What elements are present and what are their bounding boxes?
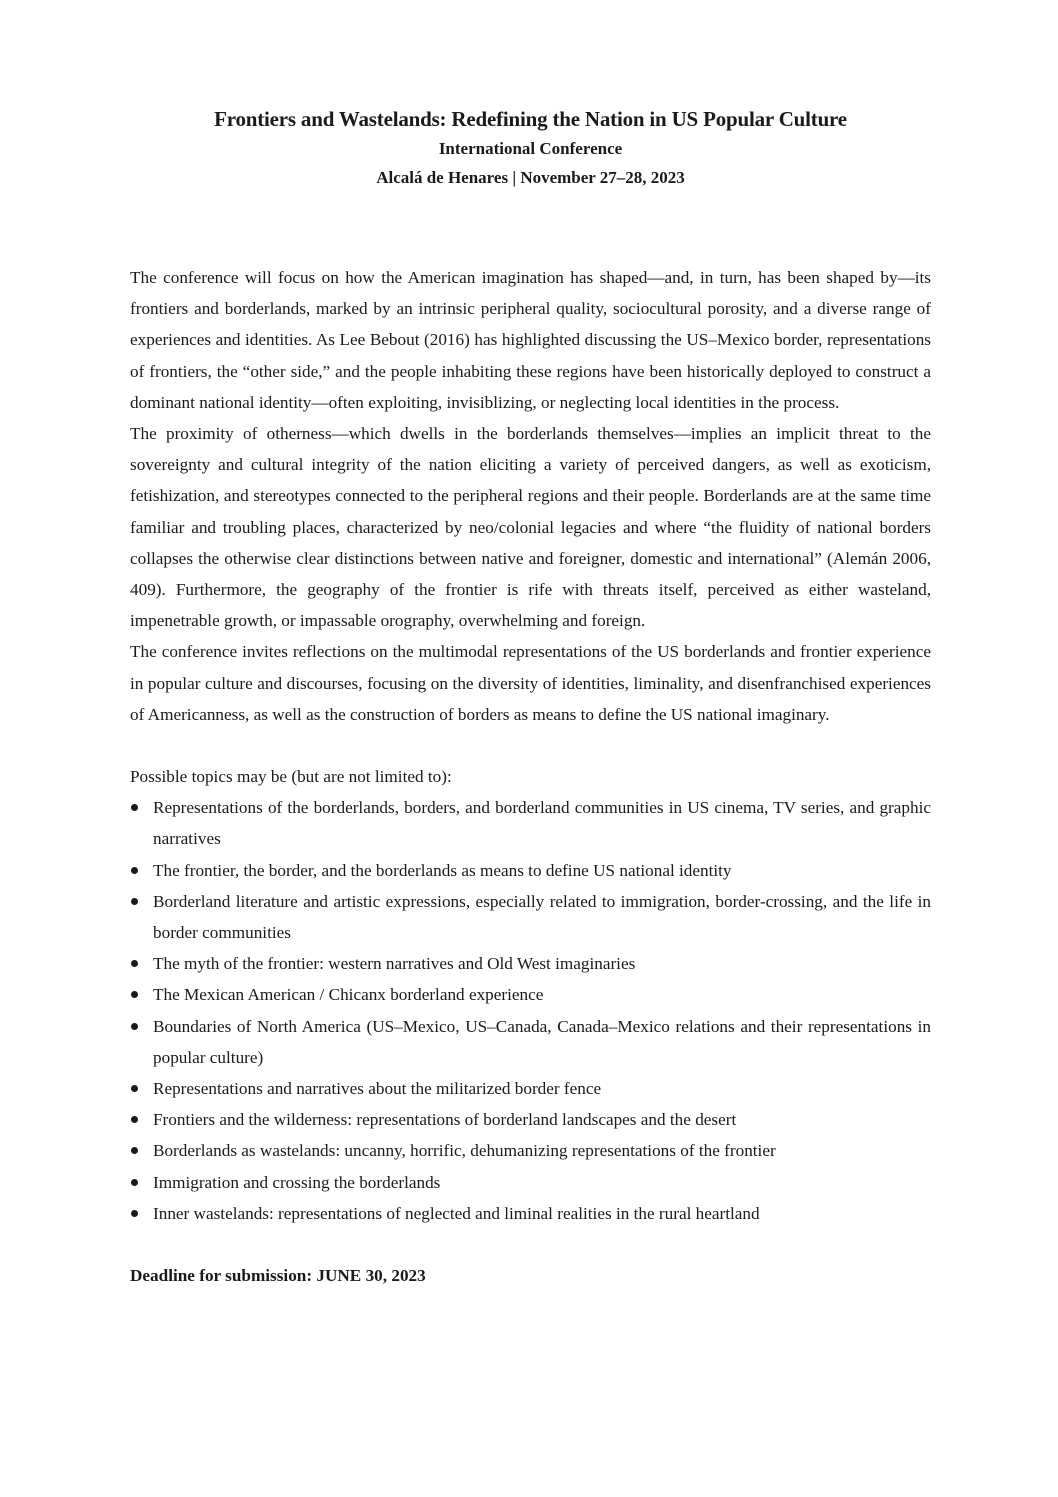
bullet-icon xyxy=(131,1116,138,1123)
topics-list xyxy=(130,792,931,1229)
bullet-icon xyxy=(131,1023,138,1030)
topic-text: Borderlands as wastelands: uncanny, horrific, dehumanizing representations of the frontier xyxy=(153,1141,776,1161)
topic-item xyxy=(130,1167,931,1198)
topic-text: The Mexican American / Chicanx borderland experience xyxy=(153,985,544,1005)
document-header xyxy=(130,104,931,192)
paragraph-intro: The conference will focus on how the American imagination has shaped—and, in turn, has been shaped by—its frontiers and borderlands, marked by an intrinsic peripheral quality, sociocultural porosity, and a diverse range of experiences and identities. As Lee Bebout (2016) has highlighted discussing the US–Mexico border, representations of frontiers, the “other side,” and the people inhabiting these regions have been historically deployed to construct a dominant national identity—often exploiting, invisiblizing, or neglecting local identities in the process. xyxy=(130,268,931,412)
topic-item xyxy=(130,1135,931,1166)
paragraph-otherness: The proximity of otherness—which dwells in the borderlands themselves—implies an implicit threat to the sovereignty and cultural integrity of the nation eliciting a variety of perceived dangers, as well as exoticism, fetishization, and stereotypes connected to the peripheral regions and their people. Borderlands are at the same time familiar and troubling places, characterized by neo/colonial legacies and where “the fluidity of national borders collapses the otherwise clear distinctions between native and foreigner, domestic and international” (Alemán 2006, 409). Furthermore, the geography of the frontier is rife with threats itself, perceived as either wasteland, impenetrable growth, or impassable orography, overwhelming and foreign. xyxy=(130,424,931,631)
topic-text: Inner wastelands: representations of neglected and liminal realities in the rural heartland xyxy=(153,1203,760,1223)
bullet-icon xyxy=(131,1179,138,1186)
bullet-icon xyxy=(131,991,138,998)
topic-text: Frontiers and the wilderness: representations of borderland landscapes and the desert xyxy=(153,1110,737,1130)
bullet-icon xyxy=(131,1210,138,1217)
paragraph-invitation: The conference invites reflections on the multimodal representations of the US borderlands and frontier experience in popular culture and discourses, focusing on the diversity of identities, liminality, and disenfranchised experiences of Americanness, as well as the construction of borders as means to define the US national imaginary. xyxy=(130,642,931,724)
bullet-icon xyxy=(131,1147,138,1154)
topic-item xyxy=(130,855,931,886)
topic-item xyxy=(130,979,931,1010)
topic-item xyxy=(130,792,931,854)
topic-item xyxy=(130,1073,931,1104)
topic-text: The frontier, the border, and the borderlands as means to define US national identity xyxy=(153,860,732,880)
topic-item xyxy=(130,1198,931,1229)
document-body xyxy=(130,262,931,1291)
location-date: Alcalá de Henares | November 27–28, 2023 xyxy=(376,168,685,187)
submission-deadline: Deadline for submission: JUNE 30, 2023 xyxy=(130,1266,426,1286)
topic-text: Immigration and crossing the borderlands xyxy=(153,1172,441,1192)
topic-text: Boundaries of North America (US–Mexico, US–Canada, Canada–Mexico relations and their representations in popular culture) xyxy=(153,1016,931,1067)
topic-item xyxy=(130,1011,931,1073)
topic-text: The myth of the frontier: western narratives and Old West imaginaries xyxy=(153,954,636,974)
event-type: International Conference xyxy=(438,139,623,158)
topics-intro: Possible topics may be (but are not limited to): xyxy=(130,767,452,787)
topic-item xyxy=(130,886,931,948)
bullet-icon xyxy=(131,1085,138,1092)
conference-title: Frontiers and Wastelands: Redefining the Nation in US Popular Culture xyxy=(214,107,847,131)
bullet-icon xyxy=(131,804,138,811)
topic-text: Borderland literature and artistic expressions, especially related to immigration, border-crossing, and the life in border communities xyxy=(153,891,931,943)
topic-text: Representations of the borderlands, borders, and borderland communities in US cinema, TV series, and graphic narratives xyxy=(153,798,931,849)
topic-item xyxy=(130,948,931,979)
topic-item xyxy=(130,1104,931,1135)
bullet-icon xyxy=(131,960,138,967)
bullet-icon xyxy=(131,867,138,874)
bullet-icon xyxy=(131,898,138,905)
topic-text: Representations and narratives about the militarized border fence xyxy=(153,1079,602,1099)
